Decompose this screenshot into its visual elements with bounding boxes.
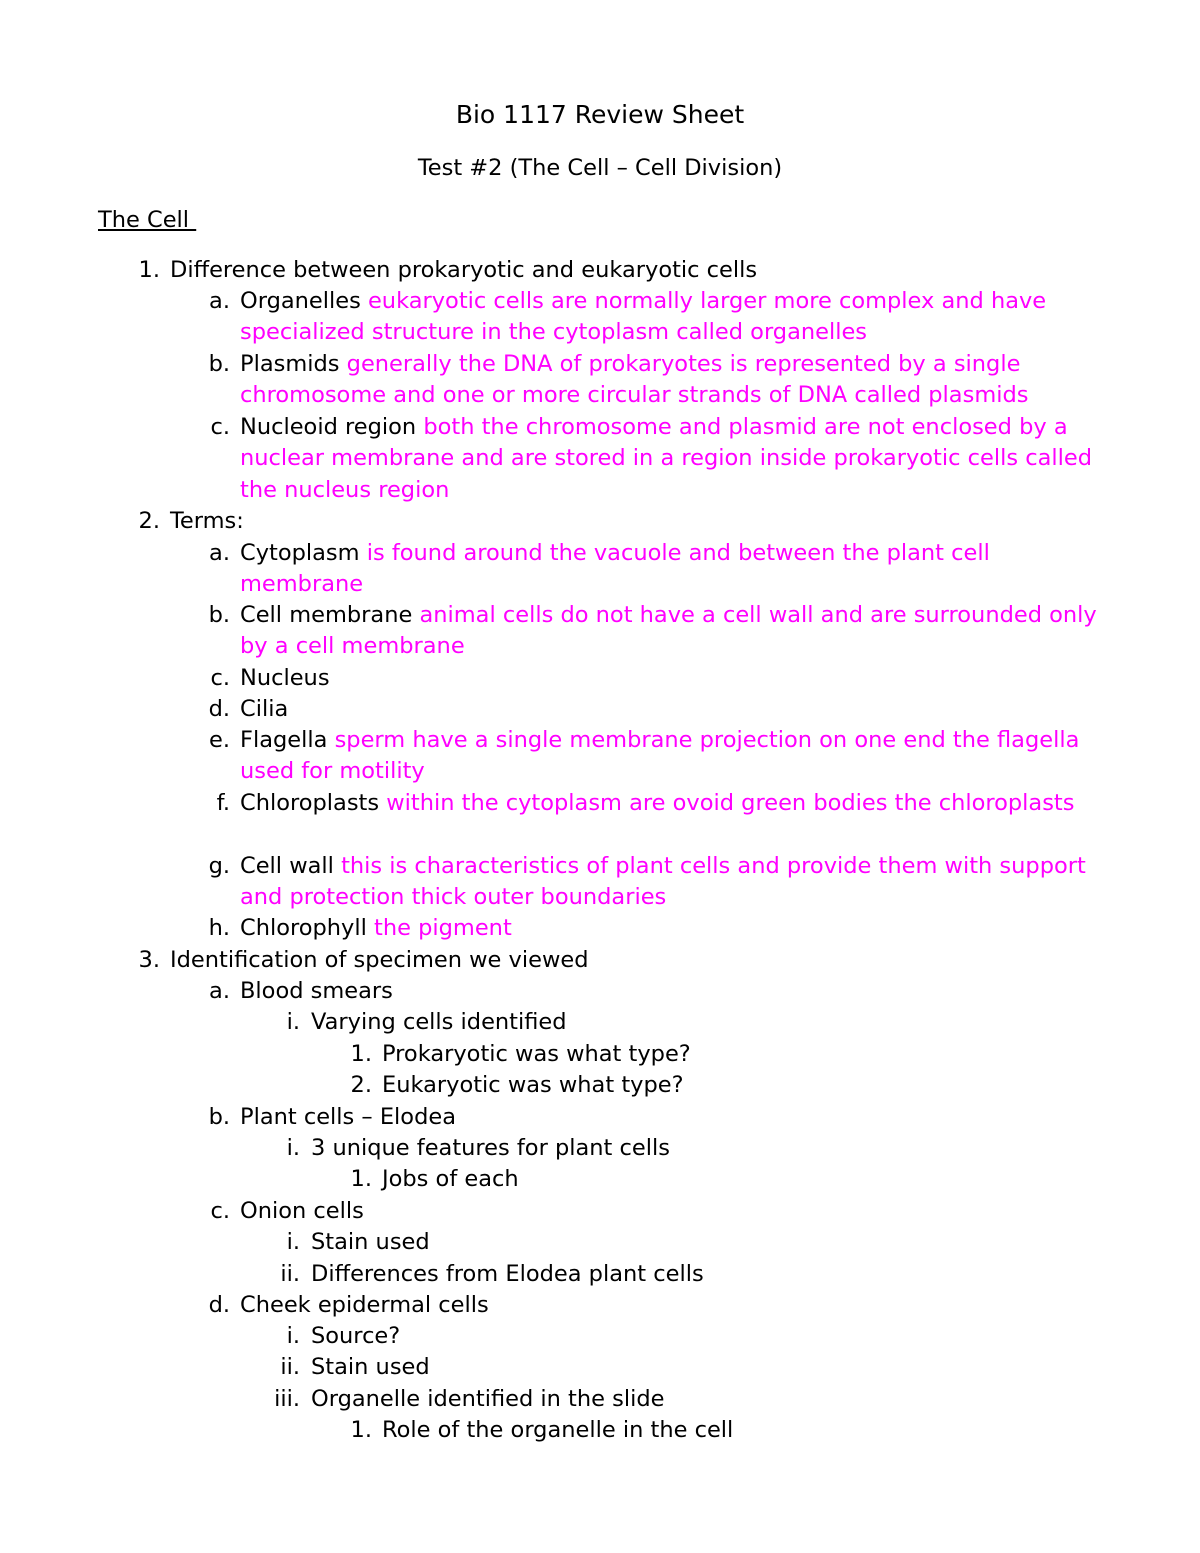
item-answer: is found around the vacuole and between the plant cell membrane	[240, 540, 990, 598]
item-term: Blood smears	[240, 978, 393, 1004]
list-item	[138, 255, 1130, 286]
list-item	[280, 1352, 1111, 1383]
list-marker: h.	[208, 915, 230, 941]
list-marker: 1.	[138, 257, 160, 283]
list-marker: c.	[210, 414, 230, 440]
list-item	[286, 1007, 1111, 1038]
list-item	[350, 1070, 1122, 1101]
list-item	[274, 1384, 1111, 1415]
item-term: Source?	[311, 1323, 401, 1349]
item-term: Onion cells	[240, 1198, 364, 1224]
list-item	[350, 1164, 1122, 1195]
list-item	[350, 1415, 1122, 1446]
item-term: Stain used	[311, 1354, 430, 1380]
item-term: Varying cells identified	[311, 1009, 567, 1035]
list-item	[280, 1259, 1111, 1290]
section-heading: The Cell	[98, 207, 197, 233]
item-answer: eukaryotic cells are normally larger more complex and have specialized structure in the cytoplasm called organelles	[240, 288, 1047, 346]
item-answer: animal cells do not have a cell wall and are surrounded only by a cell membrane	[240, 602, 1097, 660]
list-marker: i.	[286, 1323, 300, 1349]
item-term: Differences from Elodea plant cells	[311, 1261, 704, 1287]
list-item	[216, 788, 1110, 819]
item-answer: within the cytoplasm are ovoid green bodies the chloroplasts	[386, 790, 1075, 816]
item-term: Plant cells – Elodea	[240, 1104, 456, 1130]
item-term: Organelle identified in the slide	[311, 1386, 665, 1412]
item-term: Nucleus	[240, 665, 330, 691]
list-marker: 2.	[350, 1072, 372, 1098]
list-marker: a.	[209, 978, 230, 1004]
item-term: Chloroplasts	[240, 790, 387, 816]
list-marker: i.	[286, 1009, 300, 1035]
list-marker: iii.	[274, 1386, 300, 1412]
list-item	[210, 1196, 1110, 1227]
item-answer: generally the DNA of prokaryotes is represented by a single chromosome and one or more circular strands of DNA called plasmids	[240, 351, 1029, 409]
item-term: Flagella	[240, 727, 335, 753]
item-answer: the pigment	[374, 915, 512, 941]
list-marker: a.	[209, 540, 230, 566]
list-item	[209, 725, 1110, 788]
list-item	[350, 1039, 1122, 1070]
list-marker: d.	[208, 1292, 230, 1318]
list-item	[286, 1133, 1111, 1164]
list-item	[208, 1102, 1110, 1133]
list-item	[208, 851, 1110, 914]
item-term: Cell membrane	[240, 602, 420, 628]
document-title: Bio 1117 Review Sheet	[455, 100, 745, 129]
item-term: 3 unique features for plant cells	[311, 1135, 670, 1161]
list-marker: b.	[208, 602, 230, 628]
item-term: Stain used	[311, 1229, 430, 1255]
list-marker: 2.	[138, 508, 160, 534]
item-term: Role of the organelle in the cell	[382, 1417, 734, 1443]
list-item	[208, 1290, 1110, 1321]
list-marker: d.	[208, 696, 230, 722]
list-item	[286, 1321, 1111, 1352]
list-marker: 1.	[350, 1166, 372, 1192]
item-term: Cilia	[240, 696, 289, 722]
list-item	[208, 349, 1110, 412]
item-term: Identification of specimen we viewed	[170, 947, 589, 973]
list-marker: i.	[286, 1135, 300, 1161]
item-term: Terms:	[170, 508, 244, 534]
list-marker: e.	[209, 727, 230, 753]
list-item	[286, 1227, 1111, 1258]
list-item	[210, 663, 1110, 694]
item-term: Difference between prokaryotic and eukaryotic cells	[170, 257, 758, 283]
list-marker: c.	[210, 665, 230, 691]
document-subtitle: Test #2 (The Cell – Cell Division)	[417, 155, 783, 181]
item-term: Cytoplasm	[240, 540, 367, 566]
list-item	[138, 945, 1130, 976]
list-marker: a.	[209, 288, 230, 314]
list-marker: b.	[208, 1104, 230, 1130]
item-term: Eukaryotic was what type?	[382, 1072, 684, 1098]
item-term: Organelles	[240, 288, 368, 314]
list-marker: b.	[208, 351, 230, 377]
list-marker: i.	[286, 1229, 300, 1255]
list-item	[208, 694, 1110, 725]
list-marker: 3.	[138, 947, 160, 973]
list-marker: ii.	[280, 1354, 300, 1380]
item-answer: this is characteristics of plant cells and provide them with support and protection thick outer boundaries	[240, 853, 1086, 911]
list-marker: f.	[216, 790, 230, 816]
list-marker: c.	[210, 1198, 230, 1224]
list-marker: 1.	[350, 1041, 372, 1067]
list-item	[208, 913, 1110, 944]
list-marker: 1.	[350, 1417, 372, 1443]
item-term: Cell wall	[240, 853, 342, 879]
list-marker: g.	[208, 853, 230, 879]
item-term: Cheek epidermal cells	[240, 1292, 489, 1318]
list-item	[209, 976, 1110, 1007]
list-item	[210, 412, 1110, 506]
list-marker: ii.	[280, 1261, 300, 1287]
item-term: Nucleoid region	[240, 414, 424, 440]
list-item	[209, 286, 1110, 349]
item-term: Jobs of each	[382, 1166, 519, 1192]
item-answer: sperm have a single membrane projection on one end the flagella used for motility	[240, 727, 1080, 785]
item-term: Plasmids	[240, 351, 347, 377]
item-answer: both the chromosome and plasmid are not enclosed by a nuclear membrane and are stored in a region inside prokaryotic cells called the nucleus region	[240, 414, 1093, 503]
list-item	[138, 506, 1130, 537]
item-term: Prokaryotic was what type?	[382, 1041, 691, 1067]
list-item	[209, 538, 1110, 601]
list-item	[208, 600, 1110, 663]
item-term: Chlorophyll	[240, 915, 375, 941]
